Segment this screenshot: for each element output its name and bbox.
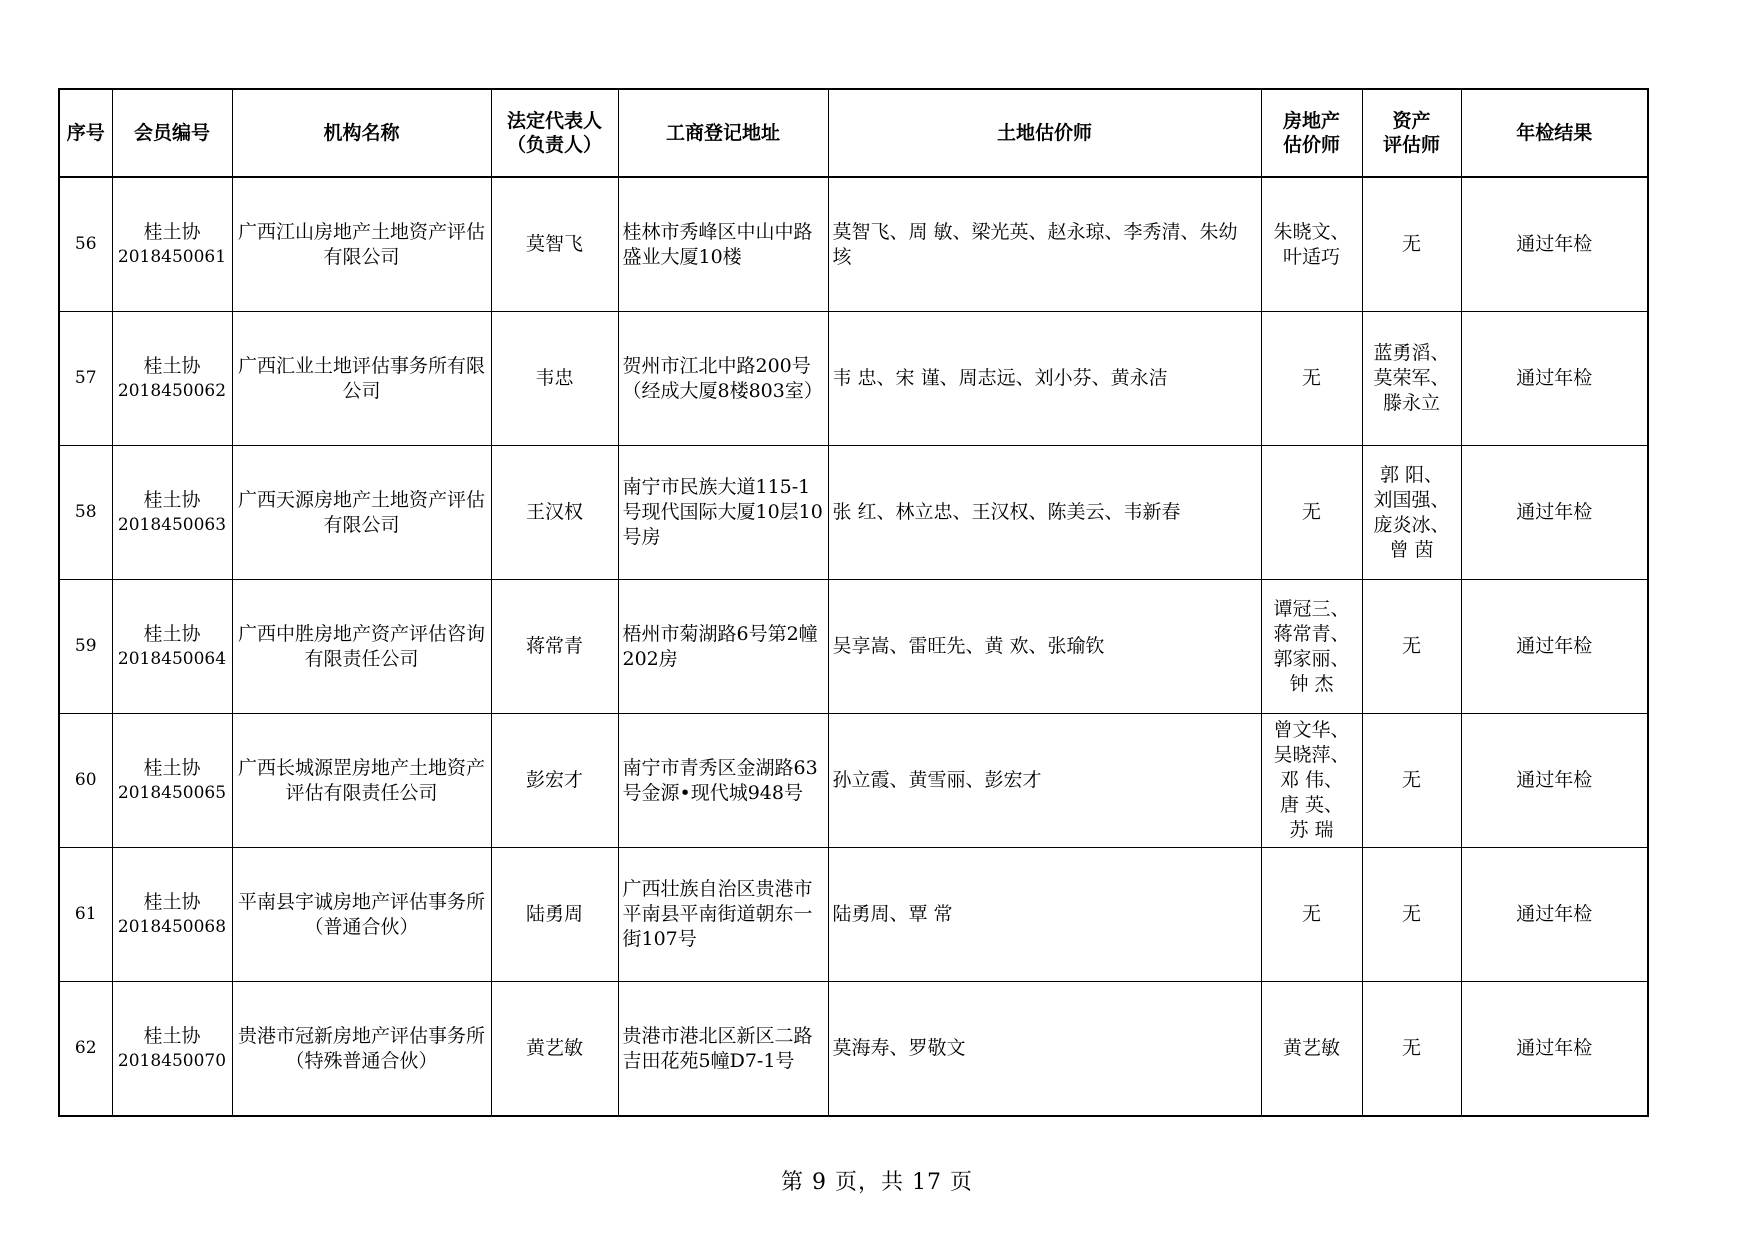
member-prefix: 桂土协 [143, 756, 201, 779]
cell-legal-rep: 蒋常青 [491, 580, 618, 714]
header-legal-rep-line1: 法定代表人 [506, 110, 602, 132]
cell-seq: 57 [59, 312, 112, 446]
table-row [59, 177, 1648, 312]
cell-seq: 61 [59, 848, 112, 982]
re-appraiser-name: 朱晓文、 [1273, 220, 1350, 243]
cell-legal-rep: 彭宏才 [491, 714, 618, 848]
member-number: 2018450061 [117, 246, 227, 267]
cell-legal-rep: 黄艺敏 [491, 982, 618, 1117]
asset-appraiser-name: 郭 阳、 [1379, 463, 1444, 486]
cell-result: 通过年检 [1461, 312, 1648, 446]
cell-land-appraisers: 孙立霞、黄雪丽、彭宏才 [828, 714, 1261, 848]
member-number: 2018450062 [117, 380, 227, 401]
re-appraiser-name: 钟 杰 [1289, 672, 1334, 695]
cell-address: 广西壮族自治区贵港市平南县平南街道朝东一街107号 [618, 848, 828, 982]
header-legal-rep [491, 89, 618, 177]
cell-address: 南宁市青秀区金湖路63号金源•现代城948号 [618, 714, 828, 848]
cell-member-no [112, 714, 232, 848]
asset-appraiser-name: 曾 茵 [1389, 538, 1434, 561]
asset-appraiser-name: 无 [1401, 1037, 1421, 1059]
member-number: 2018450064 [117, 648, 227, 669]
cell-re-appraisers [1261, 714, 1362, 848]
cell-seq: 56 [59, 177, 112, 312]
cell-land-appraisers: 陆勇周、覃 常 [828, 848, 1261, 982]
asset-appraiser-name: 滕永立 [1382, 392, 1440, 414]
member-prefix: 桂土协 [143, 1024, 201, 1047]
header-address: 工商登记地址 [618, 89, 828, 177]
re-appraiser-name: 谭冠三、 [1273, 597, 1350, 620]
cell-org-name: 广西中胜房地产资产评估咨询有限责任公司 [232, 580, 491, 714]
cell-member-no [112, 312, 232, 446]
cell-result: 通过年检 [1461, 714, 1648, 848]
cell-asset-appraisers [1362, 982, 1461, 1117]
header-seq: 序号 [59, 89, 112, 177]
member-number: 2018450063 [117, 514, 227, 535]
header-result: 年检结果 [1461, 89, 1648, 177]
table-row [59, 848, 1648, 982]
page-footer: 第 9 页，共 17 页 [781, 1170, 973, 1195]
member-number: 2018450070 [117, 1050, 227, 1071]
asset-appraiser-name: 刘国强、 [1373, 488, 1450, 511]
header-re-appraisers-line1: 房地产 [1282, 110, 1340, 132]
header-org-name: 机构名称 [232, 89, 491, 177]
re-appraiser-name: 叶适巧 [1282, 245, 1340, 268]
cell-land-appraisers: 吴享嵩、雷旺先、黄 欢、张瑜钦 [828, 580, 1261, 714]
cell-re-appraisers [1261, 580, 1362, 714]
re-appraiser-name: 唐 英、 [1279, 794, 1344, 816]
asset-appraiser-name: 无 [1401, 635, 1421, 657]
member-prefix: 桂土协 [143, 488, 201, 511]
re-appraiser-name: 邓 伟、 [1279, 769, 1344, 791]
cell-member-no [112, 982, 232, 1117]
cell-legal-rep: 莫智飞 [491, 177, 618, 312]
cell-asset-appraisers [1362, 714, 1461, 848]
cell-result: 通过年检 [1461, 982, 1648, 1117]
asset-appraiser-name: 无 [1401, 233, 1421, 255]
cell-asset-appraisers [1362, 312, 1461, 446]
cell-re-appraisers [1261, 982, 1362, 1117]
cell-seq: 60 [59, 714, 112, 848]
header-asset-appraisers-line1: 资产 [1392, 110, 1431, 132]
re-appraiser-name: 黄艺敏 [1282, 1037, 1340, 1059]
cell-address: 南宁市民族大道115-1号现代国际大厦10层10号房 [618, 446, 828, 580]
cell-org-name: 广西江山房地产土地资产评估有限公司 [232, 177, 491, 312]
re-appraiser-name: 苏 瑞 [1289, 819, 1334, 841]
cell-seq: 58 [59, 446, 112, 580]
cell-member-no [112, 848, 232, 982]
cell-legal-rep: 韦忠 [491, 312, 618, 446]
cell-result: 通过年检 [1461, 177, 1648, 312]
cell-asset-appraisers [1362, 580, 1461, 714]
header-land-appraisers: 土地估价师 [828, 89, 1261, 177]
re-appraiser-name: 郭家丽、 [1273, 647, 1350, 670]
cell-land-appraisers: 张 红、林立忠、王汉权、陈美云、韦新春 [828, 446, 1261, 580]
re-appraiser-name: 无 [1301, 501, 1321, 523]
table-row [59, 580, 1648, 714]
cell-re-appraisers [1261, 848, 1362, 982]
cell-land-appraisers: 莫智飞、周 敏、梁光英、赵永琼、李秀清、朱幼垓 [828, 177, 1261, 312]
re-appraiser-name: 无 [1301, 903, 1321, 925]
header-legal-rep-line2: （负责人） [506, 134, 602, 156]
table-header-row [59, 89, 1648, 177]
header-asset-appraisers [1362, 89, 1461, 177]
header-member-no: 会员编号 [112, 89, 232, 177]
table-row [59, 714, 1648, 848]
cell-org-name: 平南县宇诚房地产评估事务所（普通合伙） [232, 848, 491, 982]
cell-address: 桂林市秀峰区中山中路盛业大厦10楼 [618, 177, 828, 312]
cell-org-name: 广西汇业土地评估事务所有限公司 [232, 312, 491, 446]
cell-address: 贺州市江北中路200号（经成大厦8楼803室） [618, 312, 828, 446]
cell-result: 通过年检 [1461, 580, 1648, 714]
cell-re-appraisers [1261, 312, 1362, 446]
cell-address: 贵港市港北区新区二路吉田花苑5幢D7-1号 [618, 982, 828, 1117]
header-asset-appraisers-line2: 评估师 [1382, 134, 1440, 156]
cell-land-appraisers: 韦 忠、宋 谨、周志远、刘小芬、黄永洁 [828, 312, 1261, 446]
re-appraiser-name: 曾文华、 [1273, 719, 1350, 741]
header-re-appraisers-line2: 估价师 [1282, 134, 1340, 156]
table-row [59, 312, 1648, 446]
cell-legal-rep: 王汉权 [491, 446, 618, 580]
cell-asset-appraisers [1362, 177, 1461, 312]
member-prefix: 桂土协 [143, 354, 201, 377]
cell-org-name: 广西长城源罡房地产土地资产评估有限责任公司 [232, 714, 491, 848]
cell-re-appraisers [1261, 177, 1362, 312]
cell-land-appraisers: 莫海寿、罗敬文 [828, 982, 1261, 1117]
asset-appraiser-name: 无 [1401, 903, 1421, 925]
cell-asset-appraisers [1362, 446, 1461, 580]
table-row [59, 982, 1648, 1117]
re-appraiser-name: 蒋常青、 [1273, 622, 1350, 645]
cell-asset-appraisers [1362, 848, 1461, 982]
cell-seq: 62 [59, 982, 112, 1117]
cell-address: 梧州市菊湖路6号第2幢202房 [618, 580, 828, 714]
cell-member-no [112, 580, 232, 714]
cell-result: 通过年检 [1461, 848, 1648, 982]
cell-org-name: 贵港市冠新房地产评估事务所（特殊普通合伙） [232, 982, 491, 1117]
cell-result: 通过年检 [1461, 446, 1648, 580]
table-row [59, 446, 1648, 580]
cell-org-name: 广西天源房地产土地资产评估有限公司 [232, 446, 491, 580]
cell-re-appraisers [1261, 446, 1362, 580]
header-re-appraisers [1261, 89, 1362, 177]
re-appraiser-name: 无 [1301, 367, 1321, 389]
asset-appraiser-name: 庞炎冰、 [1373, 513, 1450, 536]
member-prefix: 桂土协 [143, 890, 201, 913]
member-number: 2018450065 [117, 782, 227, 803]
member-number: 2018450068 [117, 916, 227, 937]
appraisal-table [58, 88, 1649, 1117]
member-prefix: 桂土协 [143, 220, 201, 243]
asset-appraiser-name: 莫荣军、 [1373, 367, 1450, 389]
cell-member-no [112, 446, 232, 580]
re-appraiser-name: 吴晓萍、 [1273, 744, 1350, 766]
cell-seq: 59 [59, 580, 112, 714]
cell-member-no [112, 177, 232, 312]
asset-appraiser-name: 无 [1401, 769, 1421, 791]
member-prefix: 桂土协 [143, 622, 201, 645]
cell-legal-rep: 陆勇周 [491, 848, 618, 982]
asset-appraiser-name: 蓝勇滔、 [1373, 342, 1450, 364]
